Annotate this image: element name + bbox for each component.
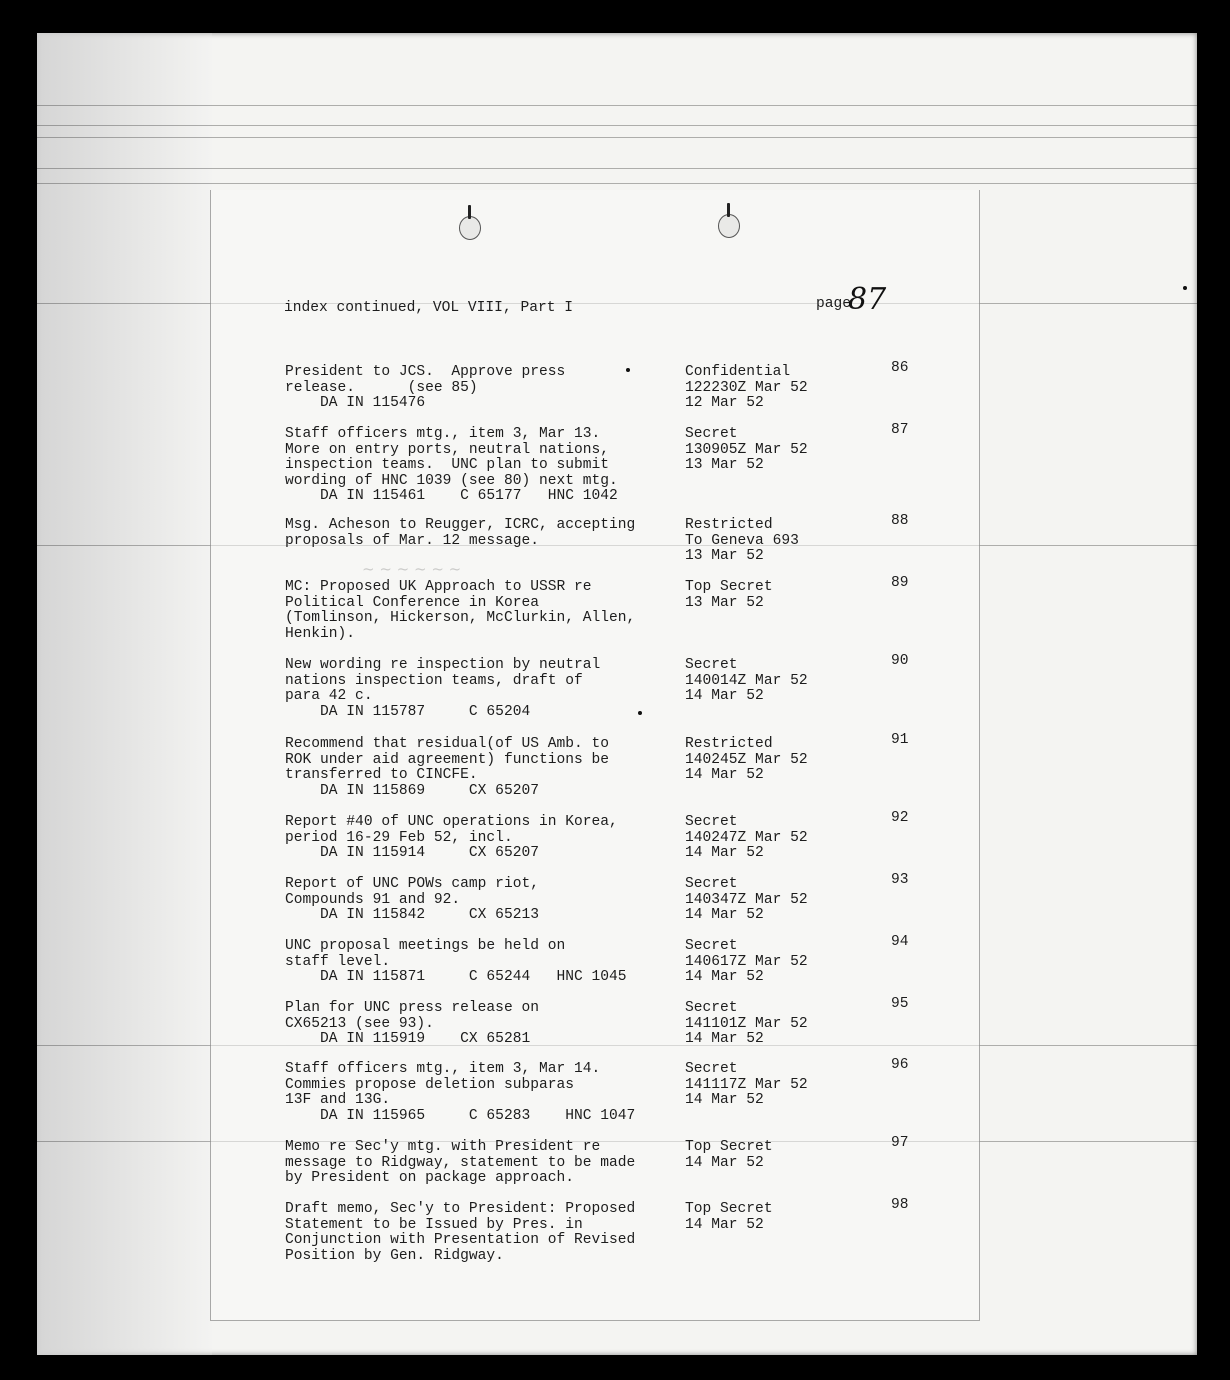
page-number-handwritten: 87 bbox=[848, 282, 887, 317]
entry-description: MC: Proposed UK Approach to USSR re Political Conference in Korea (Tomlinson, Hickerson, McClurkin, Allen, Henkin). bbox=[285, 579, 636, 642]
speck-mark bbox=[626, 368, 630, 372]
entry-classification: Confidential 122230Z Mar 52 12 Mar 52 bbox=[685, 364, 808, 412]
speck-mark bbox=[1183, 286, 1187, 290]
entry-classification: Secret 140247Z Mar 52 14 Mar 52 bbox=[685, 814, 808, 862]
entry-number: 87 bbox=[891, 422, 909, 438]
entry-number: 88 bbox=[891, 513, 909, 529]
entry-classification: Secret 141101Z Mar 52 14 Mar 52 bbox=[685, 1000, 808, 1048]
entry-description: New wording re inspection by neutral nations inspection teams, draft of para 42 c. DA IN 115787 C 65204 bbox=[285, 657, 601, 720]
entry-number: 97 bbox=[891, 1135, 909, 1151]
entry-classification: Top Secret 14 Mar 52 bbox=[685, 1201, 773, 1233]
film-scan-line bbox=[37, 105, 1197, 106]
film-scan-line bbox=[37, 137, 1197, 138]
film-scan-line bbox=[37, 168, 1197, 169]
entry-classification: Secret 141117Z Mar 52 14 Mar 52 bbox=[685, 1061, 808, 1109]
entry-description: Plan for UNC press release on CX65213 (see 93). DA IN 115919 CX 65281 bbox=[285, 1000, 539, 1048]
entry-classification: Restricted 140245Z Mar 52 14 Mar 52 bbox=[685, 736, 808, 784]
entry-description: President to JCS. Approve press release. (see 85) DA IN 115476 bbox=[285, 364, 566, 412]
entry-number: 94 bbox=[891, 934, 909, 950]
speck-mark bbox=[638, 711, 642, 715]
entry-classification: Secret 140617Z Mar 52 14 Mar 52 bbox=[685, 938, 808, 986]
entry-number: 98 bbox=[891, 1197, 909, 1213]
entry-classification: Secret 140014Z Mar 52 14 Mar 52 bbox=[685, 657, 808, 705]
entry-number: 90 bbox=[891, 653, 909, 669]
entry-description: Report of UNC POWs camp riot, Compounds 91 and 92. DA IN 115842 CX 65213 bbox=[285, 876, 539, 924]
entry-classification: Restricted To Geneva 693 13 Mar 52 bbox=[685, 517, 799, 565]
film-scan-line bbox=[37, 183, 1197, 184]
entry-number: 96 bbox=[891, 1057, 909, 1073]
film-scan-line bbox=[37, 125, 1197, 126]
punch-hole-icon bbox=[718, 214, 740, 238]
entry-description: Staff officers mtg., item 3, Mar 13. More on entry ports, neutral nations, inspection teams. UNC plan to submit wording of HNC 1039 (see 80) next mtg. DA IN 115461 C 65177 HNC 1042 bbox=[285, 426, 618, 505]
entry-classification: Secret 130905Z Mar 52 13 Mar 52 bbox=[685, 426, 808, 474]
entry-number: 89 bbox=[891, 575, 909, 591]
entry-description: UNC proposal meetings be held on staff level. DA IN 115871 C 65244 HNC 1045 bbox=[285, 938, 627, 986]
entry-number: 93 bbox=[891, 872, 909, 888]
entry-classification: Top Secret 14 Mar 52 bbox=[685, 1139, 773, 1171]
film-edge-shade bbox=[37, 33, 212, 1355]
faint-handwriting-mark: ~ ~ ~ ~ ~ ~ bbox=[362, 560, 462, 578]
entry-classification: Top Secret 13 Mar 52 bbox=[685, 579, 773, 611]
entry-number: 86 bbox=[891, 360, 909, 376]
page-label: page bbox=[816, 296, 852, 312]
entry-number: 92 bbox=[891, 810, 909, 826]
entry-description: Recommend that residual(of US Amb. to ROK under aid agreement) functions be transferred to CINCFE. DA IN 115869 CX 65207 bbox=[285, 736, 610, 799]
entry-classification: Secret 140347Z Mar 52 14 Mar 52 bbox=[685, 876, 808, 924]
entry-description: Msg. Acheson to Reugger, ICRC, accepting proposals of Mar. 12 message. bbox=[285, 517, 636, 549]
entry-number: 95 bbox=[891, 996, 909, 1012]
entry-description: Staff officers mtg., item 3, Mar 14. Commies propose deletion subparas 13F and 13G. DA IN 115965 C 65283 HNC 1047 bbox=[285, 1061, 636, 1124]
entry-number: 91 bbox=[891, 732, 909, 748]
entry-description: Report #40 of UNC operations in Korea, period 16-29 Feb 52, incl. DA IN 115914 CX 65207 bbox=[285, 814, 618, 862]
index-title: index continued, VOL VIII, Part I bbox=[284, 300, 574, 316]
entry-description: Memo re Sec'y mtg. with President re message to Ridgway, statement to be made by President on package approach. bbox=[285, 1139, 636, 1187]
punch-hole-icon bbox=[459, 216, 481, 240]
entry-description: Draft memo, Sec'y to President: Proposed Statement to be Issued by Pres. in Conjunction with Presentation of Revised Position by Gen. Ridgway. bbox=[285, 1201, 636, 1264]
